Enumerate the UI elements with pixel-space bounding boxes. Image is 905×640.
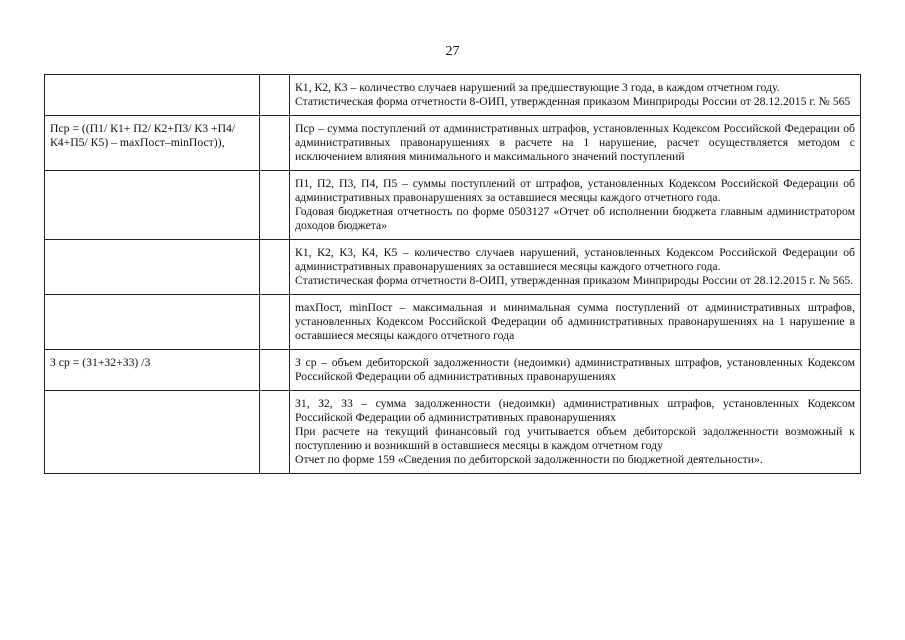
description-line: З1, З2, З3 – сумма задолженности (недоимки) административных штрафов, установленных Кодексом Российской Федерации об административных правонарушениях bbox=[295, 397, 855, 424]
table-row bbox=[45, 75, 861, 116]
description-line: maxПост, minПост – максимальная и минимальная сумма поступлений от административных штрафов, установленных Кодексом Российской Федерации об административных правонарушениях на 1 нарушение в оставшиеся месяцы каждого отчетного года bbox=[295, 301, 855, 342]
formula-cell: З ср = (З1+З2+З3) /3 bbox=[45, 350, 260, 391]
description-line: Отчет по форме 159 «Сведения по дебиторской задолженности по бюджетной деятельности». bbox=[295, 453, 763, 466]
table-row bbox=[45, 116, 861, 171]
table-row bbox=[45, 350, 861, 391]
empty-cell bbox=[260, 391, 290, 474]
formula-cell bbox=[45, 75, 260, 116]
table-row bbox=[45, 295, 861, 350]
description-cell bbox=[290, 171, 861, 240]
empty-cell bbox=[260, 171, 290, 240]
description-cell bbox=[290, 350, 861, 391]
empty-cell bbox=[260, 350, 290, 391]
formula-cell bbox=[45, 171, 260, 240]
empty-cell bbox=[260, 75, 290, 116]
formula-cell bbox=[45, 240, 260, 295]
description-line: При расчете на текущий финансовый год учитывается объем дебиторской задолженности возможный к поступлению и возникший в оставшиеся месяцы в каждом отчетном году bbox=[295, 425, 855, 452]
description-line: Статистическая форма отчетности 8-ОИП, утвержденная приказом Минприроды России от 28.12.2015 г. № 565 bbox=[295, 95, 851, 108]
table-row bbox=[45, 240, 861, 295]
formula-table bbox=[44, 74, 861, 474]
description-cell bbox=[290, 116, 861, 171]
table-row bbox=[45, 391, 861, 474]
description-line: З ср – объем дебиторской задолженности (недоимки) административных штрафов, установленных Кодексом Российской Федерации об административных правонарушениях bbox=[295, 356, 855, 383]
empty-cell bbox=[260, 116, 290, 171]
description-line: Пср – сумма поступлений от административных штрафов, установленных Кодексом Российской Федерации об административных правонарушениях в расчете на 1 нарушение, расчет осуществляется методом с исключением влияния минимального и максимального значений поступлений bbox=[295, 122, 855, 163]
description-line: Статистическая форма отчетности 8-ОИП, утвержденная приказом Минприроды России от 28.12.2015 г. № 565. bbox=[295, 274, 854, 287]
page-number: 27 bbox=[445, 44, 460, 59]
formula-cell bbox=[45, 391, 260, 474]
empty-cell bbox=[260, 240, 290, 295]
description-line: К1, К2, К3, К4, К5 – количество случаев нарушений, установленных Кодексом Российской Федерации об административных правонарушениях за оставшиеся месяцы каждого отчетного года. bbox=[295, 246, 855, 273]
table-row bbox=[45, 171, 861, 240]
description-cell bbox=[290, 295, 861, 350]
description-line: К1, К2, К3 – количество случаев нарушений за предшествующие 3 года, в каждом отчетном году. bbox=[295, 81, 780, 94]
description-cell bbox=[290, 391, 861, 474]
empty-cell bbox=[260, 295, 290, 350]
description-line: П1, П2, П3, П4, П5 – суммы поступлений от штрафов, установленных Кодексом Российской Федерации об административных правонарушениях за оставшиеся месяцы каждого отчетного года. bbox=[295, 177, 855, 204]
formula-cell: Пср = ((П1/ К1+ П2/ К2+П3/ К3 +П4/ К4+П5/ К5) – maxПост–minПост)), bbox=[45, 116, 260, 171]
description-cell bbox=[290, 240, 861, 295]
formula-cell bbox=[45, 295, 260, 350]
description-line: Годовая бюджетная отчетность по форме 0503127 «Отчет об исполнении бюджета главным администратором доходов бюджета» bbox=[295, 205, 855, 232]
description-cell bbox=[290, 75, 861, 116]
